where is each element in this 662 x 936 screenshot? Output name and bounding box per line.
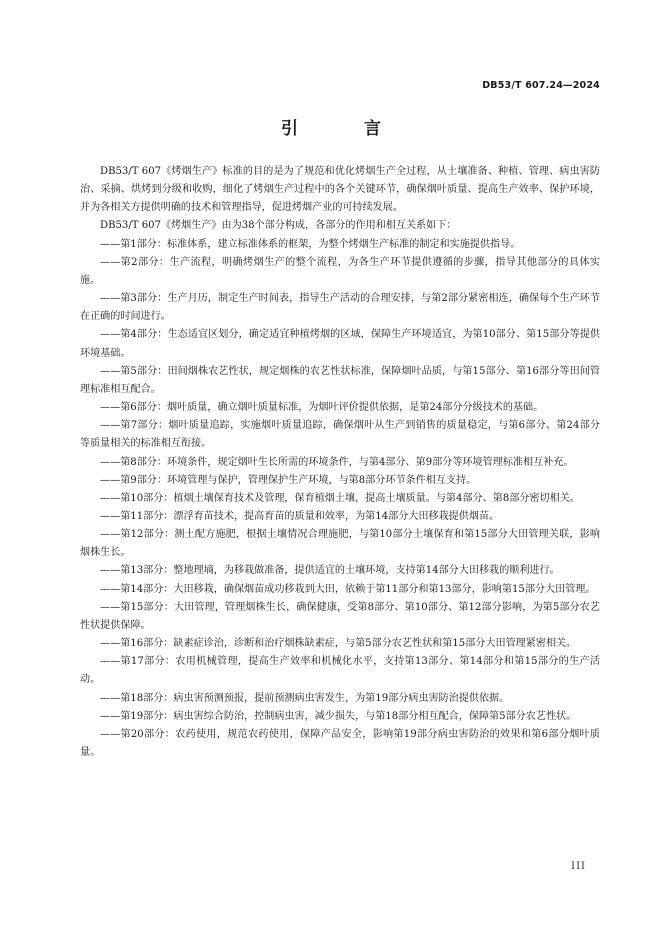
list-item: ——第16部分：缺素症诊治，诊断和治疗烟株缺素症，与第5部分农艺性状和第15部分大田管理紧密相关。 [100,638,577,650]
list-item: ——第19部分：病虫害综合防治，控制病虫害，减少损失，与第18部分相互配合，保障第5部分农艺性状。 [100,710,577,722]
list-item: ——第4部分：生态适宜区划分，确定适宜种植烤烟的区域，保障生产环境适宜，为第10部分、第15部分等提供环境基础。 [80,329,600,359]
list-item: ——第3部分：生产月历，制定生产时间表，指导生产活动的合理安排，与第2部分紧密相连，确保每个生产环节在正确的时间进行。 [80,293,600,323]
list-item: ——第7部分：烟叶质量追踪，实施烟叶质量追踪，确保烟叶从生产到销售的质量稳定，与第6部分、第24部分等质量相关的标准相互衔接。 [80,420,600,450]
page-number: III [571,861,586,872]
list-item: ——第14部分：大田移栽，确保烟苗成功移栽到大田，依赖于第11部分和第13部分，影响第15部分大田管理。 [100,583,596,595]
list-item: ——第10部分：植烟土壤保育技术及管理，保育植烟土壤，提高土壤质量。与第4部分、第8部分密切相关。 [100,492,580,504]
body-text [80,163,600,762]
list-item: ——第1部分：标准体系，建立标准体系的框架，为整个烤烟生产标准的制定和实施提供指导。 [100,238,521,250]
page-title: 引 言 [281,119,411,139]
list-item: ——第15部分：大田管理，管理烟株生长，确保健康，受第8部分、第10部分、第12部分影响，为第5部分农艺性状提供保障。 [80,601,600,631]
list-item: ——第18部分：病虫害预测预报，提前预测病虫害发生，为第19部分病虫害防治提供依据。 [100,692,510,704]
list-item: ——第5部分：田间烟株农艺性状，规定烟株的农艺性状标准，保障烟叶品质，与第15部分、第16部分等田间管理标准相互配合。 [80,365,600,395]
list-item: ——第11部分：漂浮育苗技术，提高育苗的质量和效率，为第14部分大田移栽提供烟苗。 [100,510,500,522]
list-item: ——第17部分：农用机械管理，提高生产效率和机械化水平，支持第13部分、第14部分和第15部分的生产活动。 [80,656,600,686]
list-item: ——第12部分：测土配方施肥，根据土壤情况合理施肥，与第10部分土壤保育和第15部分大田管理关联，影响烟株生长。 [80,529,600,559]
list-item: ——第6部分：烟叶质量，确立烟叶质量标准，为烟叶评价提供依据，是第24部分分级技术的基础。 [100,402,544,414]
list-item: ——第13部分：整地理墒，为移栽做准备，提供适宜的土壤环境，支持第14部分大田移栽的顺利进行。 [100,565,560,577]
paragraph: DB53/T 607《烤烟生产》标准的目的是为了规范和优化烤烟生产全过程，从土壤准备、种植、管理、病虫害防治、采摘、烘烤到分级和收购，细化了烤烟生产过程中的各个关键环节，确保烟叶质量、提高生产效率、保护环境，并为各相关方提供明确的技术和管理指导，促进烤烟产业的可持续发展。 [80,166,600,214]
list-item: ——第2部分：生产流程，明确烤烟生产的整个流程，为各生产环节提供遵循的步骤，指导其他部分的具体实施。 [80,256,600,286]
paragraph: DB53/T 607《烤烟生产》由为38个部分构成，各部分的作用和相互关系如下： [100,220,457,232]
list-item: ——第20部分：农药使用，规范农药使用，保障产品安全，影响第19部分病虫害防治的效果和第6部分烟叶质量。 [80,728,600,758]
list-item: ——第8部分：环境条件，规定烟叶生长所需的环境条件，与第4部分、第9部分等环境管理标准相互补充。 [100,456,574,468]
list-item: ——第9部分：环境管理与保护，管理保护生产环境，与第8部分环节条件相互支持。 [100,474,477,486]
document-code: DB53/T 607.24—2024 [482,80,600,91]
